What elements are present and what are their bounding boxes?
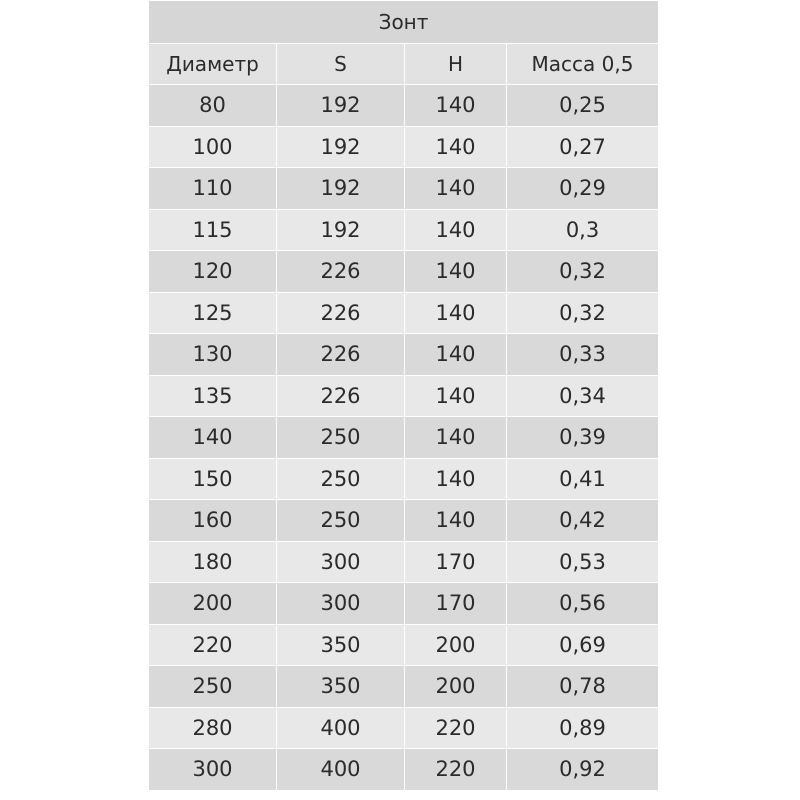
title-row	[149, 1, 659, 44]
cell-h: 140	[405, 334, 507, 376]
table-title: Зонт	[149, 1, 659, 44]
cell-s: 350	[277, 666, 405, 708]
table-row	[149, 500, 659, 542]
table-row	[149, 126, 659, 168]
cell-diameter: 180	[149, 541, 277, 583]
cell-diameter: 200	[149, 583, 277, 625]
cell-mass: 0,34	[507, 375, 659, 417]
cell-h: 200	[405, 666, 507, 708]
cell-s: 350	[277, 624, 405, 666]
cell-h: 140	[405, 500, 507, 542]
cell-h: 140	[405, 417, 507, 459]
cell-h: 170	[405, 541, 507, 583]
cell-mass: 0,32	[507, 251, 659, 293]
table-row	[149, 292, 659, 334]
table-row	[149, 209, 659, 251]
header-mass: Масса 0,5	[507, 44, 659, 85]
cell-s: 226	[277, 334, 405, 376]
table-row	[149, 334, 659, 376]
table-row	[149, 458, 659, 500]
table-row	[149, 541, 659, 583]
cell-diameter: 280	[149, 707, 277, 749]
table-row	[149, 583, 659, 625]
cell-diameter: 130	[149, 334, 277, 376]
cell-diameter: 140	[149, 417, 277, 459]
cell-h: 170	[405, 583, 507, 625]
table-row	[149, 749, 659, 791]
cell-h: 200	[405, 624, 507, 666]
cell-h: 140	[405, 209, 507, 251]
cell-s: 226	[277, 251, 405, 293]
table-body	[149, 85, 659, 791]
cell-s: 192	[277, 126, 405, 168]
cell-h: 140	[405, 85, 507, 127]
cell-s: 250	[277, 458, 405, 500]
table-row	[149, 168, 659, 210]
cell-mass: 0,41	[507, 458, 659, 500]
cell-diameter: 250	[149, 666, 277, 708]
cell-mass: 0,69	[507, 624, 659, 666]
cell-mass: 0,92	[507, 749, 659, 791]
cell-s: 250	[277, 417, 405, 459]
cell-mass: 0,56	[507, 583, 659, 625]
cell-mass: 0,27	[507, 126, 659, 168]
cell-diameter: 120	[149, 251, 277, 293]
cell-diameter: 150	[149, 458, 277, 500]
cell-diameter: 100	[149, 126, 277, 168]
cell-diameter: 300	[149, 749, 277, 791]
cell-s: 226	[277, 375, 405, 417]
cell-s: 192	[277, 85, 405, 127]
cell-diameter: 110	[149, 168, 277, 210]
cell-h: 140	[405, 126, 507, 168]
cell-s: 400	[277, 707, 405, 749]
header-s: S	[277, 44, 405, 85]
cell-diameter: 135	[149, 375, 277, 417]
cell-s: 192	[277, 209, 405, 251]
table-row	[149, 666, 659, 708]
cell-mass: 0,78	[507, 666, 659, 708]
cell-h: 140	[405, 375, 507, 417]
cell-h: 140	[405, 458, 507, 500]
cell-diameter: 160	[149, 500, 277, 542]
cell-s: 226	[277, 292, 405, 334]
cell-s: 400	[277, 749, 405, 791]
cell-mass: 0,25	[507, 85, 659, 127]
cell-s: 192	[277, 168, 405, 210]
cell-diameter: 80	[149, 85, 277, 127]
cell-h: 220	[405, 749, 507, 791]
table-row	[149, 251, 659, 293]
table-row	[149, 624, 659, 666]
spec-table	[148, 0, 659, 791]
cell-diameter: 125	[149, 292, 277, 334]
cell-mass: 0,42	[507, 500, 659, 542]
table-row	[149, 417, 659, 459]
cell-mass: 0,39	[507, 417, 659, 459]
table-row	[149, 707, 659, 749]
header-h: H	[405, 44, 507, 85]
header-diameter: Диаметр	[149, 44, 277, 85]
cell-diameter: 115	[149, 209, 277, 251]
header-row	[149, 44, 659, 85]
cell-mass: 0,32	[507, 292, 659, 334]
cell-mass: 0,33	[507, 334, 659, 376]
cell-h: 140	[405, 168, 507, 210]
cell-mass: 0,3	[507, 209, 659, 251]
cell-mass: 0,29	[507, 168, 659, 210]
table-row	[149, 375, 659, 417]
cell-s: 250	[277, 500, 405, 542]
cell-mass: 0,89	[507, 707, 659, 749]
cell-h: 140	[405, 251, 507, 293]
table-row	[149, 85, 659, 127]
cell-s: 300	[277, 541, 405, 583]
cell-diameter: 220	[149, 624, 277, 666]
cell-s: 300	[277, 583, 405, 625]
cell-h: 220	[405, 707, 507, 749]
cell-h: 140	[405, 292, 507, 334]
cell-mass: 0,53	[507, 541, 659, 583]
